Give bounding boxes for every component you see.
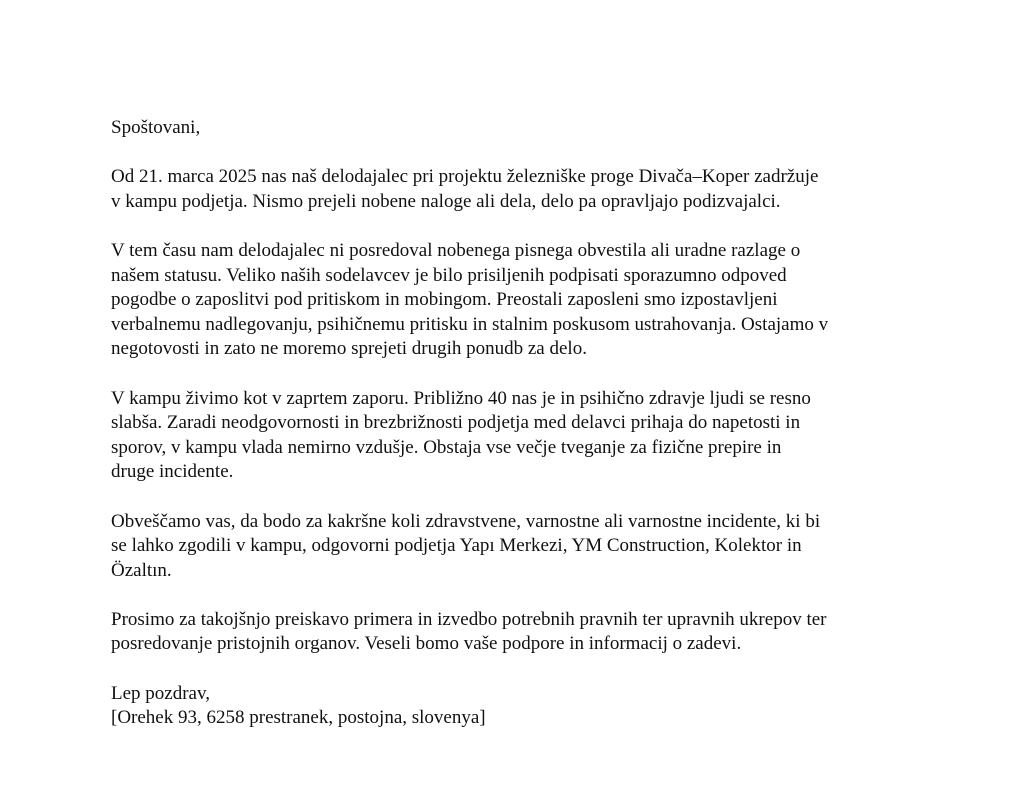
paragraph-5 bbox=[111, 608, 926, 657]
paragraph-line: Özaltın. bbox=[111, 559, 172, 581]
paragraph-4 bbox=[111, 510, 926, 584]
closing: Lep pozdrav, bbox=[111, 682, 210, 704]
paragraph-line: slabša. Zaradi neodgovornosti in brezbrižnosti podjetja med delavci prihaja do napetosti in bbox=[111, 412, 801, 434]
paragraph-line: Obveščamo vas, da bodo za kakršne koli zdravstvene, varnostne ali varnostne incidente, ki bi bbox=[111, 510, 821, 532]
paragraph-gap bbox=[111, 141, 926, 166]
paragraph-gap bbox=[111, 583, 926, 608]
paragraph-line: sporov, v kampu vlada nemirno vzdušje. Obstaja vse večje tveganje za fizične prepire in bbox=[111, 436, 782, 458]
sender-address: [Orehek 93, 6258 prestranek, postojna, slovenya] bbox=[111, 707, 486, 729]
letter-body bbox=[111, 116, 926, 731]
paragraph-gap bbox=[111, 657, 926, 682]
paragraph-line: negotovosti in zato ne moremo sprejeti drugih ponudb za delo. bbox=[111, 338, 587, 360]
paragraph-line: Prosimo za takojšnjo preiskavo primera in izvedbo potrebnih pravnih ter upravnih ukrepov ter bbox=[111, 608, 827, 630]
paragraph-2 bbox=[111, 239, 926, 362]
paragraph-line: Od 21. marca 2025 nas naš delodajalec pri projektu železniške proge Divača–Koper zadržuje bbox=[111, 166, 819, 188]
paragraph-1 bbox=[111, 165, 926, 214]
paragraph-line: verbalnemu nadlegovanju, psihičnemu pritisku in stalnim poskusom ustrahovanja. Ostajamo v bbox=[111, 313, 829, 335]
paragraph-line: posredovanje pristojnih organov. Veseli bomo vaše podpore in informacij o zadevi. bbox=[111, 633, 742, 655]
paragraph-line: druge incidente. bbox=[111, 461, 234, 483]
paragraph-gap bbox=[111, 214, 926, 239]
salutation: Spoštovani, bbox=[111, 117, 201, 138]
paragraph-line: našem statusu. Veliko naših sodelavcev je bilo prisiljenih podpisati sporazumno odpoved bbox=[111, 264, 787, 286]
paragraph-line: pogodbe o zaposlitvi pod pritiskom in mobingom. Preostali zaposleni smo izpostavljeni bbox=[111, 289, 778, 311]
paragraph-line: V kampu živimo kot v zaprtem zaporu. Približno 40 nas je in psihično zdravje ljudi se resno bbox=[111, 387, 811, 409]
paragraph-gap bbox=[111, 362, 926, 387]
paragraph-3 bbox=[111, 387, 926, 485]
paragraph-gap bbox=[111, 485, 926, 510]
paragraph-line: V tem času nam delodajalec ni posredoval nobenega pisnega obvestila ali uradne razlage o bbox=[111, 239, 801, 261]
paragraph-line: v kampu podjetja. Nismo prejeli nobene naloge ali dela, delo pa opravljajo podizvajalci. bbox=[111, 190, 781, 212]
paragraph-line: se lahko zgodili v kampu, odgovorni podjetja Yapı Merkezi, YM Construction, Kolektor in bbox=[111, 535, 802, 557]
